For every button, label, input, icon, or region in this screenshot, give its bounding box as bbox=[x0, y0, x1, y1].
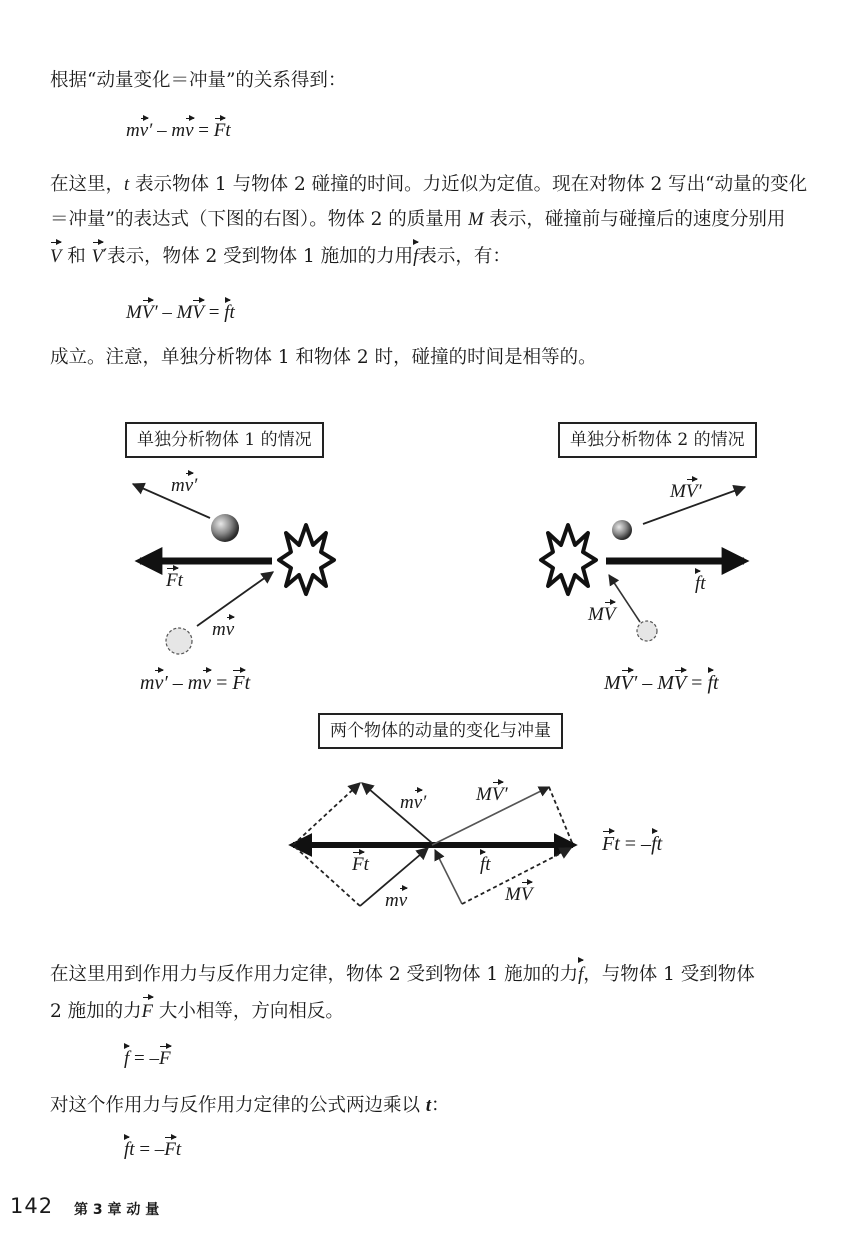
right-ball bbox=[612, 520, 632, 540]
combined-MV-arrow bbox=[435, 850, 462, 904]
combined-panel-title: 两个物体的动量的变化与冲量 bbox=[318, 713, 563, 749]
paragraph-note: 成立。注意，单独分析物体 1 和物体 2 时，碰撞的时间是相等的。 bbox=[50, 347, 597, 368]
equation-impulse-relation: ft = –Ft bbox=[124, 1139, 182, 1160]
label-MV-prime-right: MV′ bbox=[670, 481, 702, 502]
label-ft-right: ft bbox=[695, 573, 706, 594]
equation-momentum-2: MV′ – MV = ft bbox=[126, 302, 235, 323]
left-ghost-ball bbox=[166, 628, 192, 654]
label-mv-left: mv bbox=[212, 619, 235, 640]
label-mv-combined: mv bbox=[385, 890, 408, 911]
combined-dashed-right-upper bbox=[549, 787, 573, 845]
label-Ft-left: Ft bbox=[166, 570, 183, 591]
paragraph-explain-line1: 在这里，t 表示物体 1 与物体 2 碰撞的时间。力近似为定值。现在对物体 2 写出“动量的变化 bbox=[50, 174, 808, 195]
chapter-title: 第 3 章 动 量 bbox=[74, 1202, 160, 1218]
paragraph-intro: 根据“动量变化＝冲量”的关系得到： bbox=[50, 70, 347, 91]
paragraph-newton-third-line1: 在这里用到作用力与反作用力定律，物体 2 受到物体 1 施加的力f，与物体 1 受到物体 bbox=[50, 962, 755, 988]
label-MV-prime-combined: MV′ bbox=[476, 784, 508, 805]
equation-momentum-1: mv′ – mv = Ft bbox=[126, 120, 231, 141]
paragraph-explain-line3: V 和 V′表示，物体 2 受到物体 1 施加的力用f表示，有： bbox=[50, 244, 511, 270]
label-mv-prime-combined: mv′ bbox=[400, 792, 427, 813]
right-panel-title: 单独分析物体 2 的情况 bbox=[558, 422, 757, 458]
left-collision-burst bbox=[279, 525, 334, 594]
left-ball bbox=[211, 514, 239, 542]
right-ghost-ball bbox=[637, 621, 657, 641]
equation-newton-third: f = –F bbox=[124, 1048, 171, 1069]
label-MV-right: MV bbox=[588, 604, 616, 625]
right-collision-burst bbox=[541, 525, 596, 594]
label-Ft-combined: Ft bbox=[352, 854, 369, 875]
label-mv-prime-left: mv′ bbox=[171, 475, 198, 496]
label-ft-combined: ft bbox=[480, 854, 491, 875]
paragraph-multiply-t: 对这个作用力与反作用力定律的公式两边乘以 t： bbox=[50, 1095, 450, 1116]
label-MV-combined: MV bbox=[505, 884, 533, 905]
paragraph-explain-line2: ＝冲量”的表达式（下图的右图）。物体 2 的质量用 M 表示，碰撞前与碰撞后的速度分别用 bbox=[50, 209, 786, 230]
paragraph-newton-third-line2: 2 施加的力F 大小相等，方向相反。 bbox=[50, 999, 344, 1025]
page-number: 142 bbox=[10, 1194, 54, 1218]
combined-equation: Ft = –ft bbox=[602, 833, 663, 855]
left-panel-title: 单独分析物体 1 的情况 bbox=[125, 422, 324, 458]
right-caption-equation: MV′ – MV = ft bbox=[604, 672, 719, 694]
left-caption-equation: mv′ – mv = Ft bbox=[140, 672, 251, 694]
combined-dashed-left-lower bbox=[295, 847, 360, 906]
combined-dashed-left-upper bbox=[293, 783, 360, 845]
